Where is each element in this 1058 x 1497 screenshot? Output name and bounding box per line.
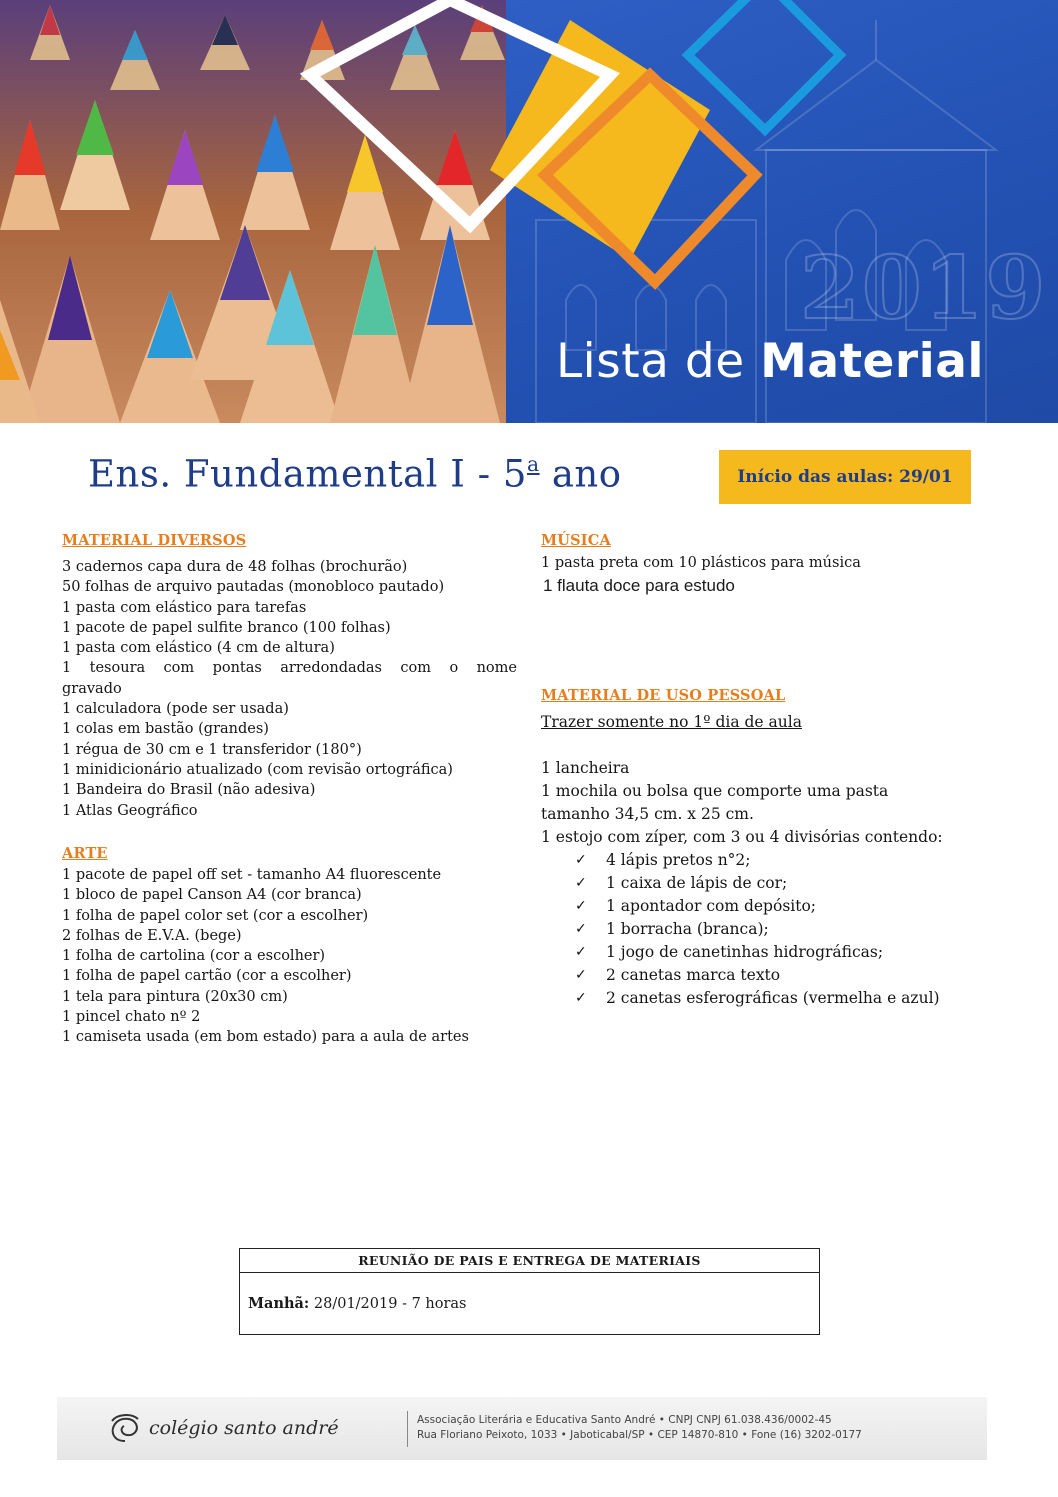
list-item: 1 estojo com zíper, com 3 ou 4 divisórias contendo: [541,828,943,846]
grade-level-title [88,452,622,495]
checklist-item-label: 4 lápis pretos n°2; [606,851,751,869]
musica-list [541,553,1001,573]
list-item: 1 tela para pintura (20x30 cm) [62,988,288,1005]
list-item: tamanho 34,5 cm. x 25 cm. [541,805,754,823]
list-item: 1 pincel chato nº 2 [62,1009,201,1026]
grade-level-main: Ens. Fundamental I - 5 [88,452,527,496]
list-item: 1 folha de papel cartão (cor a escolher) [62,968,352,985]
checklist-item-label: 1 borracha (branca); [606,920,769,938]
footer-line-1: Associação Literária e Educativa Santo André • CNPJ CNPJ 61.038.436/0002-45 [417,1414,832,1426]
list-item: 1 mochila ou bolsa que comporte uma pasta [541,782,889,800]
list-item: 1 pasta com elástico (4 cm de altura) [62,640,335,657]
material-diversos-list [62,557,517,821]
list-item: 1 pasta com elástico para tarefas [62,599,307,616]
footer-line-2: Rua Floriano Peixoto, 1033 • Jaboticabal/SP • CEP 14870-810 • Fone (16) 3202-0177 [417,1429,862,1441]
check-icon: ✓ [575,852,587,868]
checklist-item-label: 2 canetas marca texto [606,966,781,984]
banner-title-bold: Material [760,334,985,389]
school-name: colégio santo andré [149,1417,339,1439]
checklist-item [575,872,1011,895]
checklist-item [575,895,1011,918]
list-item: 1 pacote de papel off set - tamanho A4 fluorescente [62,867,442,883]
list-item: 1 pasta preta com 10 plásticos para música [541,555,861,571]
banner-year: 2019 [800,238,1048,339]
section-title-uso-pessoal: MATERIAL DE USO PESSOAL [541,687,786,704]
list-item: 1 folha de cartolina (cor a escolher) [62,948,326,965]
list-item: 1 calculadora (pode ser usada) [62,701,289,718]
list-item: 1 régua de 30 cm e 1 transferidor (180°) [62,741,362,758]
musica-extra-item: 1 flauta doce para estudo [543,576,735,595]
checklist-item [575,849,1011,872]
checklist-item [575,941,1011,964]
checklist-item-label: 1 jogo de canetinhas hidrográficas; [606,943,884,961]
footer [57,1397,987,1460]
meeting-title: REUNIÃO DE PAIS E ENTREGA DE MATERIAIS [240,1249,819,1273]
list-item: 1 Bandeira do Brasil (não adesiva) [62,782,316,799]
list-item: 1 camiseta usada (em bom estado) para a aula de artes [62,1029,469,1046]
footer-divider [407,1411,408,1447]
grade-level-ordinal: a [526,452,540,476]
list-item: 1 minidicionário atualizado (com revisão ortográfica) [62,761,453,778]
check-icon: ✓ [575,875,587,891]
header-banner [0,0,1058,423]
meeting-label: Manhã: [248,1295,310,1312]
section-title-musica: MÚSICA [541,532,611,549]
banner-title-light: Lista de [556,334,761,389]
checklist-item-label: 1 caixa de lápis de cor; [606,874,788,892]
grade-level-suffix: ano [539,452,622,496]
list-item: 1 tesoura com pontas arredondadas com o nome [62,660,517,677]
banner-title [556,334,984,389]
parents-meeting-box [239,1248,820,1335]
checklist-item-label: 2 canetas esferográficas (vermelha e azul) [606,989,940,1007]
list-item: gravado [62,680,122,697]
list-item: 1 colas em bastão (grandes) [62,721,269,738]
list-item: 1 bloco de papel Canson A4 (cor branca) [62,887,362,904]
checklist-item-label: 1 apontador com depósito; [606,897,817,915]
list-item: 1 folha de papel color set (cor a escolher) [62,907,369,924]
footer-contact-info [417,1413,862,1443]
uso-pessoal-block [541,711,1011,1010]
meeting-details [240,1273,819,1312]
list-item: 1 lancheira [541,759,630,777]
check-icon: ✓ [575,944,587,960]
list-item: 50 folhas de arquivo pautadas (monobloco pautado) [62,579,445,596]
section-title-arte: ARTE [62,845,108,862]
school-logo-icon [107,1411,143,1445]
list-item: 2 folhas de E.V.A. (bege) [62,927,242,944]
class-start-badge: Início das aulas: 29/01 [719,450,971,504]
checklist-item [575,964,1011,987]
uso-pessoal-intro: Trazer somente no 1º dia de aula [541,713,802,731]
checklist-item [575,987,1011,1010]
meeting-value: 28/01/2019 - 7 horas [309,1296,467,1312]
check-icon: ✓ [575,921,587,937]
check-icon: ✓ [575,898,587,914]
list-item: 3 cadernos capa dura de 48 folhas (brochurão) [62,559,408,575]
arte-list [62,865,517,1048]
check-icon: ✓ [575,967,587,983]
checklist-item [575,918,1011,941]
pencil-case-checklist [575,849,1011,1010]
list-item: 1 Atlas Geográfico [62,802,198,819]
check-icon: ✓ [575,990,587,1006]
list-item: 1 pacote de papel sulfite branco (100 folhas) [62,619,391,636]
section-title-material-diversos: MATERIAL DIVERSOS [62,532,247,549]
